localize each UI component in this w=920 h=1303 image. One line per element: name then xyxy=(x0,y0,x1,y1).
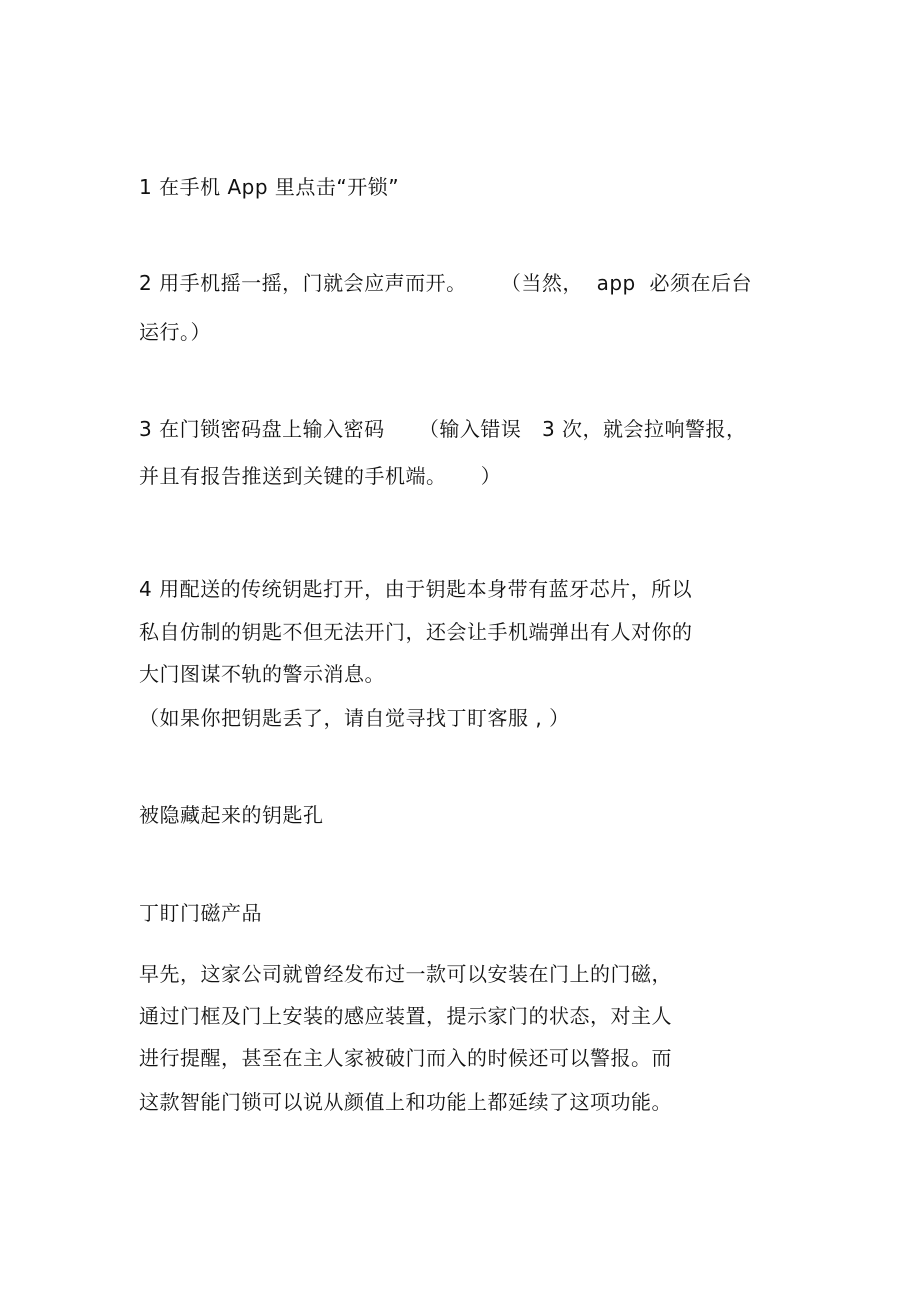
step-3-line-1: 3 在门锁密码盘上输入密码 （输入错误 3 次，就会拉响警报， xyxy=(139,417,747,441)
step-4-note: （如果你把钥匙丢了，请自觉寻找丁盯客服 , ） xyxy=(139,706,570,730)
step-3-line-2: 并且有报告推送到关键的手机端。 ） xyxy=(139,464,502,488)
section-heading-door-sensor: 丁盯门磁产品 xyxy=(139,901,262,925)
step-4-line-3: 大门图谋不轨的警示消息。 xyxy=(139,662,385,686)
step-2-line-1: 2 用手机摇一摇，门就会应声而开。 （当然， app 必须在后台 xyxy=(139,271,752,295)
step-2-line-2: 运行。） xyxy=(139,320,211,344)
paragraph-line-2: 通过门框及门上安装的感应装置，提示家门的状态，对主人 xyxy=(139,1004,672,1028)
paragraph-line-4: 这款智能门锁可以说从颜值上和功能上都延续了这项功能。 xyxy=(139,1090,672,1114)
step-4-line-2: 私自仿制的钥匙不但无法开门，还会让手机端弹出有人对你的 xyxy=(139,620,693,644)
paragraph-line-3: 进行提醒，甚至在主人家被破门而入的时候还可以警报。而 xyxy=(139,1046,672,1070)
paragraph-line-1: 早先，这家公司就曾经发布过一款可以安装在门上的门磁， xyxy=(139,962,672,986)
step-1-line: 1 在手机 App 里点击“开锁” xyxy=(139,175,400,199)
step-4-line-1: 4 用配送的传统钥匙打开，由于钥匙本身带有蓝牙芯片，所以 xyxy=(139,577,693,601)
section-heading-keyhole: 被隐藏起来的钥匙孔 xyxy=(139,803,324,827)
